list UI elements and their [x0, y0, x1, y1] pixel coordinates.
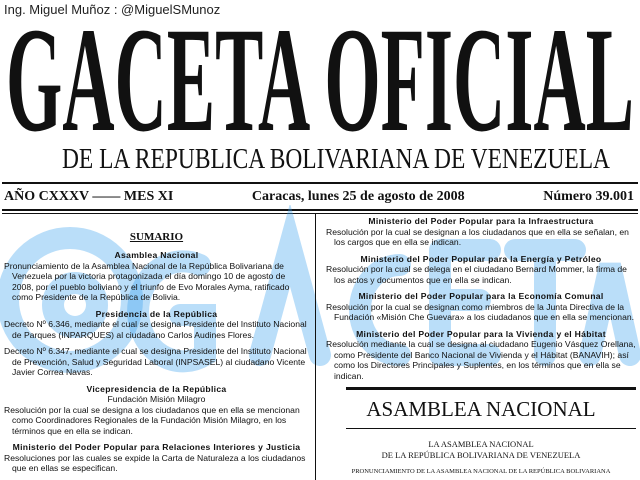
sumario-entry: Decreto Nº 6.346, mediante el cual se designa Presidente del Instituto Nacional de Parques (INPARQUES) al ciudadano Carlos Audines Flores.	[4, 319, 307, 340]
section-heading: Ministerio del Poder Popular para la Economía Comunal	[358, 291, 604, 301]
section-title: ASAMBLEA NACIONAL	[366, 397, 596, 421]
section-line-3: PRONUNCIAMIENTO DE LA ASAMBLEA NACIONAL DE LA REPÚBLICA BOLIVARIANA	[351, 468, 611, 475]
section-heading: Ministerio del Poder Popular para la Infraestructura	[368, 216, 594, 226]
issue-number: Número 39.001	[543, 189, 634, 204]
section-line-2: DE LA REPÚBLICA BOLIVARIANA DE VENEZUELA	[381, 450, 581, 460]
section-heading: Ministerio del Poder Popular para la Vivienda y el Hábitat	[356, 328, 606, 339]
author-credit: Ing. Miguel Muñoz : @MiguelSMunoz	[4, 2, 221, 17]
divider	[346, 428, 636, 429]
section-heading: Asamblea Nacional	[114, 250, 199, 260]
issue-date: Caracas, lunes 25 de agosto de 2008	[251, 189, 465, 204]
issue-year-month: AÑO CXXXV —— MES XI	[4, 189, 174, 204]
masthead-subtitle-graphic	[0, 140, 640, 176]
sumario-entry: Resolución por la cual se designa a los ciudadanos que en ella se mencionan como Coordinadores Regionales de la Fundación Misión Milagro, en los términos que en ella se indican.	[4, 404, 300, 436]
divider	[2, 209, 638, 211]
section-heading: Ministerio del Poder Popular para la Energía y Petróleo	[360, 253, 602, 264]
section-line-1: LA ASAMBLEA NACIONAL	[428, 439, 534, 449]
sumario-entry: Pronunciamiento de la Asamblea Nacional de la República Bolivariana de Venezuela por la victoria protagonizada el día domingo 10 de agosto de 2008, por el pueblo boliviano y el triunfo de Evo Morales Ayma, ratificado como Presidente de la República de Bolivia.	[4, 260, 290, 302]
divider	[346, 387, 636, 390]
masthead-title-graphic	[0, 18, 640, 140]
sumario-entry: Resolución por la cual se delega en el ciudadano Bernard Mommer, la firma de los actos y documentos que en ella se indican.	[326, 264, 627, 285]
section-subheading: Fundación Misión Milagro	[107, 394, 206, 404]
section-heading: Vicepresidencia de la República	[86, 383, 227, 394]
sumario-entry: Resolución por la cual se designan a los ciudadanos que en ella se señalan, en los cargos que en ella se indican.	[326, 226, 629, 247]
sumario-entry: Resolución por la cual se designan como miembros de la Junta Directiva de la Fundación «Misión Che Guevara» a los ciudadanos que en ella se mencionan.	[326, 301, 635, 322]
sumario-entry: Resoluciones por las cuales se expide la Carta de Naturaleza a los ciudadanos que en ellas se especifican.	[4, 452, 306, 473]
sumario-left-column	[4, 214, 316, 480]
sumario-entry: Resolución mediante la cual se designa al ciudadano Eugenio Vásquez Orellana, como Presidente del Banco Nacional de Vivienda y el Hábitat (BANAVIH); así como los Directores Principales y Suplentes, en los términos que en ella se indican.	[326, 339, 636, 381]
sumario-right-column	[316, 214, 636, 480]
masthead-subtitle: DE LA REPUBLICA BOLIVARIANA DE VENEZUELA	[62, 143, 611, 175]
masthead-title: GACETA OFICIAL	[6, 18, 634, 140]
section-heading: Presidencia de la República	[95, 308, 218, 319]
section-heading: Ministerio del Poder Popular para Relaciones Interiores y Justicia	[12, 442, 301, 452]
issue-info-row	[0, 184, 640, 209]
sumario-entry: Decreto Nº 6.347, mediante el cual se designa Presidente del Instituto Nacional de Prevención, Salud y Seguridad Laboral (INPSASEL) al ciudadano Vicente Javier Correa Navas.	[4, 346, 307, 377]
sumario-columns	[0, 214, 640, 480]
sumario-title: SUMARIO	[129, 231, 184, 243]
